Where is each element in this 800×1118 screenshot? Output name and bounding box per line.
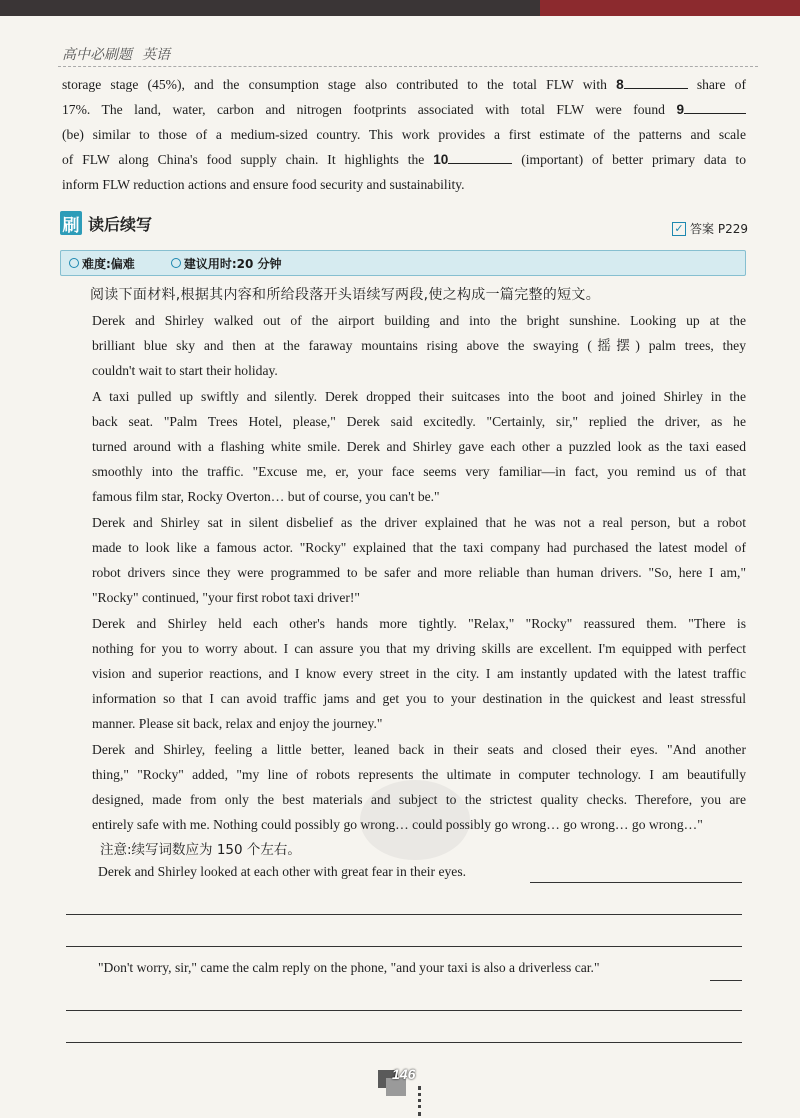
answer-blank-9[interactable] <box>684 101 746 114</box>
paragraph-2: A taxi pulled up swiftly and silently. Derek dropped their suitcases into the boot and joined Shirley in the back seat. "Palm Trees Hotel, please," Derek said excitedly. "Certainly, sir," replied the driver, as he turned around with a flashing white smile. Derek and Shirley gave each other a puzzled look as the taxi eased smoothly into the traffic. "Excuse me, er, your face seems very familiar—in fact, you remind us of that famous film star, Rocky Overton… but of course, you can't be." <box>92 389 746 504</box>
previous-passage <box>62 72 746 197</box>
text-line: (be) similar to those of a medium-sized country. This work provides a first estimate of the patterns and scale <box>62 127 746 142</box>
writing-line[interactable] <box>710 980 742 981</box>
time-info: 建议用时:20 分钟 <box>171 255 282 272</box>
blank-number-10: 10 <box>433 152 449 167</box>
clock-icon <box>171 258 181 268</box>
text-line: 17%. The land, water, carbon and nitrogen footprints associated with total FLW were found 9 <box>62 97 746 122</box>
difficulty-info: 难度:偏难 <box>69 255 135 272</box>
writing-line[interactable] <box>530 882 742 883</box>
header-rule <box>58 66 758 67</box>
answer-page-label: 答案 P229 <box>690 222 748 236</box>
brush-badge-icon: 刷 <box>60 211 82 235</box>
page-header <box>62 44 170 64</box>
section-label: 读后续写 <box>88 214 153 234</box>
opening-sentence-1: Derek and Shirley looked at each other with great fear in their eyes. <box>98 864 467 879</box>
text-line: storage stage (45%), and the consumption stage also contributed to the total FLW with 8 share of <box>62 77 746 92</box>
word-count-note: 注意:续写词数应为 150 个左右。 <box>100 842 301 858</box>
blank-number-8: 8 <box>616 77 624 92</box>
checkmark-icon: ✓ <box>672 222 686 236</box>
info-bar <box>60 250 746 276</box>
paragraph-4: Derek and Shirley held each other's hands more tightly. "Relax," "Rocky" reassured them. "There is nothing for you to worry about. I can assure you that my driving skills are excellent. I'm equipped with perfect vision and superior reactions, and I know every street in the city. I am instantly updated with the latest traffic information so that I can avoid traffic jams and get you to your destination in the quickest and least stressful manner. Please sit back, relax and enjoy the journey." <box>92 616 746 731</box>
instruction-text: 阅读下面材料,根据其内容和所给段落开头语续写两段,使之构成一篇完整的短文。 <box>90 287 600 303</box>
book-title: 高中必刷题 <box>62 47 132 63</box>
answer-reference <box>672 220 748 237</box>
top-band <box>0 0 800 16</box>
opening-sentence-2: "Don't worry, sir," came the calm reply on the phone, "and your taxi is also a driverless car." <box>98 960 600 975</box>
answer-blank-8[interactable] <box>624 76 688 89</box>
answer-blank-10[interactable] <box>448 151 512 164</box>
text-line: inform FLW reduction actions and ensure food security and sustainability. <box>62 177 465 192</box>
text-line: of FLW along China's food supply chain. It highlights the 10 (important) of better primary data to <box>62 152 746 167</box>
writing-line[interactable] <box>66 914 742 915</box>
page-number-badge <box>378 1066 422 1092</box>
decorative-dots <box>418 1086 424 1116</box>
subject-title: 英语 <box>142 47 170 63</box>
paragraph-3: Derek and Shirley sat in silent disbelief as the driver explained that he was not a real person, but a robot made to look like a famous actor. "Rocky" explained that the taxi company had purchased the latest model of robot drivers since they were programmed to be safer and more reliable than human drivers. "So, here I am," "Rocky" continued, "your first robot taxi driver!" <box>92 515 746 605</box>
page-number: 146 <box>392 1066 416 1082</box>
difficulty-icon <box>69 258 79 268</box>
paragraph-1: Derek and Shirley walked out of the airport building and into the bright sunshine. Looking up at the brilliant blue sky and then at the faraway mountains rising above the swaying (摇摆) palm trees, they couldn't wait to start their holiday. <box>92 313 746 378</box>
writing-line[interactable] <box>66 946 742 947</box>
paragraph-5: Derek and Shirley, feeling a little better, leaned back in their seats and closed their eyes. "And another thing," "Rocky" added, "my line of robots represents the ultimate in computer technology. I am beautifully designed, made from only the best materials and subject to the strictest quality checks. Therefore, you are entirely safe with me. Nothing could possibly go wrong… could possibly go wrong… go wrong… go wrong…" <box>92 742 746 832</box>
writing-line[interactable] <box>66 1010 742 1011</box>
writing-line[interactable] <box>66 1042 742 1043</box>
section-title <box>60 208 152 238</box>
blank-number-9: 9 <box>676 102 684 117</box>
